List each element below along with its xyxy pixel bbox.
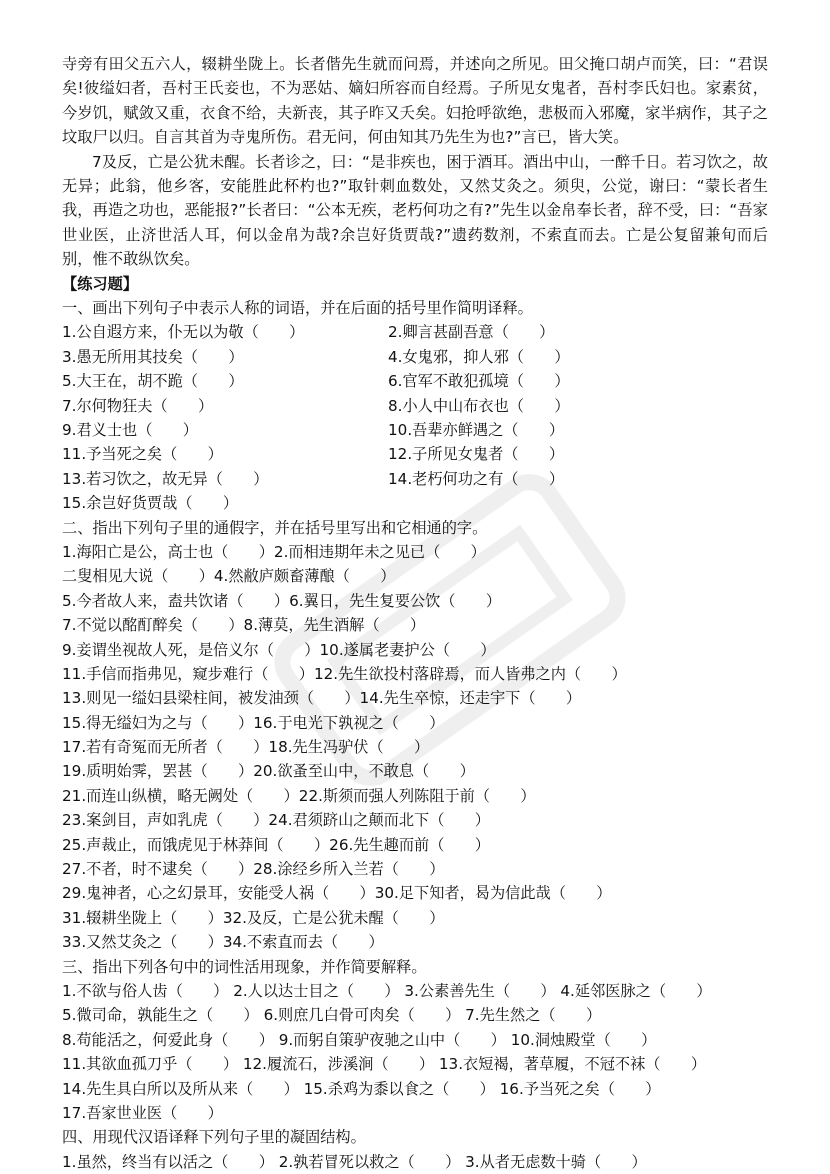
exercise-item: 15.余岂好货贾哉（ ） (62, 494, 239, 513)
exercise-item: 5.大王在，胡不跪（ ） (62, 372, 244, 391)
section-2-list (62, 540, 768, 955)
exercise-item: 25.声裁止，而饿虎见于林莽间（ ）26.先生趣而前（ ） (62, 835, 490, 854)
section-4-list (62, 1150, 768, 1174)
exercise-row (62, 320, 768, 344)
exercise-item: 7.尔何物狂夫（ ） (62, 396, 214, 415)
exercise-item: 6.官军不敢犯孤境（ ） (388, 372, 570, 391)
exercise-item: 13.若习饮之，故无异（ ） (62, 469, 269, 488)
exercise-item: 11.其欲血孤刀乎（ ） 12.履流石，涉溪涧（ ） 13.衣短褐，著草履，不冠不袜（ ） (62, 1055, 707, 1074)
exercise-item: 5.今者故人来，盍共饮诸（ ）6.翼日，先生复要公饮（ ） (62, 591, 502, 610)
exercise-item: 10.吾辈亦鲜遇之（ ） (388, 421, 565, 440)
exercise-item: 7.不觉以酩酊醉矣（ ）8.薄莫，先生酒解（ ） (62, 616, 426, 635)
exercise-item: 1.海阳亡是公，高士也（ ）2.而相违期年未之见已（ ） (62, 542, 486, 561)
exercise-row (62, 369, 768, 393)
exercise-row (62, 394, 768, 418)
section-3-list (62, 979, 768, 1125)
exercise-item: 13.则见一缢妇县梁柱间，被发油颈（ ）14.先生卒惊，还走宇下（ ） (62, 689, 582, 708)
exercise-item: 29.鬼神者，心之幻景耳，安能受人祸（ ）30.足下知者，曷为信此哉（ ） (62, 884, 612, 903)
exercise-item: 19.质明始霁，罢甚（ ）20.欲蚤至山中，不敢息（ ） (62, 762, 475, 781)
exercise-item: 33.又然艾灸之（ ）34.不索直而去（ ） (62, 933, 384, 952)
exercise-item: 15.得无缢妇为之与（ ）16.于电光下孰视之（ ） (62, 713, 445, 732)
story-paragraph-1: 寺旁有田父五六人，辍耕坐陇上。长者偕先生就而问焉，并述向之所见。田父掩口胡卢而笑，曰：“君误矣!彼缢妇者，吾村王氏妾也，不为恶姑、嫡妇所容而自经焉。子所见女鬼者，吾村李氏妇也。家素贫，今岁饥，赋敛又重，衣食不给，夫新丧，其子昨又夭矣。妇抢呼欲绝，悲极而入邪魔，家半病作，其子之坟取尸以归。自言其首为寺鬼所伤。君无问，何由知其乃先生为也?”言已，皆大笑。 (62, 55, 768, 147)
story-paragraph-2: 7及反，亡是公犹未醒。长者诊之，曰：“是非疾也，困于酒耳。酒出中山，一醉千日。若习饮之，故无异；此翁，他乡客，安能胜此杯杓也?”取针刺血数处，又然艾灸之。须臾，公觉，谢曰：“蒙长者生我，再造之功也，恶能报?”长者曰：“公本无疾，老朽何功之有?”先生以金帛奉长者，辞不受，曰：“吾家世业医，止济世活人耳，何以金帛为哉?余岂好货贾哉?”遗药数剂，不索直而去。亡是公复留兼旬而后别，惟不敢纵饮矣。 (62, 152, 768, 269)
exercise-item: 11.手信而指弗见，窥步难行（ ）12.先生欲投村落辟焉，而人皆弗之内（ ） (62, 664, 627, 683)
exercise-item: 3.愚无所用其技矣（ ） (62, 347, 244, 366)
section-3-title: 三、指出下列各句中的词性活用现象，并作简要解释。 (62, 957, 427, 976)
section-4-title: 四、用现代汉语译释下列句子里的凝固结构。 (62, 1128, 366, 1147)
exercise-item: 二叟相见大说（ ）4.然敝庐颇畜薄酿（ ） (62, 567, 396, 586)
exercise-item: 21.而连山纵横，略无阙处（ ）22.斯须而强人列陈阻于前（ ） (62, 786, 536, 805)
exercise-row (62, 418, 768, 442)
exercise-item: 12.子所见女鬼者（ ） (388, 445, 565, 464)
exercise-item: 14.先生具白所以及所从来（ ） 15.杀鸡为黍以食之（ ） 16.予当死之矣（ ） (62, 1079, 661, 1098)
exercise-item: 8.小人中山布衣也（ ） (388, 396, 570, 415)
exercise-item: 9.妾谓坐视故人死，是倍义尔（ ）10.遂属老妻护公（ ） (62, 640, 496, 659)
exercise-item: 9.君义士也（ ） (62, 421, 198, 440)
exercise-row (62, 491, 768, 515)
exercise-item: 27.不者，时不逮矣（ ）28.涂经乡所入兰若（ ） (62, 860, 445, 879)
exercise-row (62, 467, 768, 491)
exercise-item: 31.辍耕坐陇上（ ）32.及反，亡是公犹未醒（ ） (62, 908, 445, 927)
exercise-item: 23.案剑目，声如乳虎（ ）24.君须跻山之颠而北下（ ） (62, 811, 490, 830)
exercise-row (62, 442, 768, 466)
exercise-item: 11.予当死之矣（ ） (62, 445, 223, 464)
exercise-item: 2.卿言甚副吾意（ ） (388, 323, 555, 342)
exercise-item: 4.女鬼邪，抑人邪（ ） (388, 347, 570, 366)
exercise-item: 8.苟能活之，何爱此身（ ） 9.而躬自策驴夜驰之山中（ ） 10.洞烛殿堂（ ） (62, 1030, 657, 1049)
exercise-row (62, 345, 768, 369)
section-2-title: 二、指出下列句子里的通假字，并在括号里写出和它相通的字。 (62, 518, 488, 537)
exercise-item: 5.微司命，孰能生之（ ） 6.则庶几白骨可肉矣（ ） 7.先生然之（ ） (62, 1006, 602, 1025)
exercise-item: 1.虽然，终当有以活之（ ） 2.孰若冒死以救之（ ） 3.从者无虑数十骑（ ） (62, 1152, 647, 1171)
section-1-list (62, 320, 768, 515)
exercise-item: 17.吾家世业医（ ） (62, 1103, 223, 1122)
exercise-item: 1.公自遐方来，仆无以为敬（ ） (62, 323, 305, 342)
exercise-item: 14.老朽何功之有（ ） (388, 469, 565, 488)
exercise-item: 17.若有奇冤而无所者（ ）18.先生冯驴伏（ ） (62, 738, 430, 757)
exercise-item: 1.不欲与俗人齿（ ） 2.人以达士目之（ ） 3.公素善先生（ ） 4.延邻医脉之（ ） (62, 982, 712, 1000)
section-1-title: 一、画出下列句子中表示人称的词语，并在后面的括号里作简明译释。 (62, 299, 533, 318)
exercise-title: 【练习题】 (62, 274, 138, 293)
